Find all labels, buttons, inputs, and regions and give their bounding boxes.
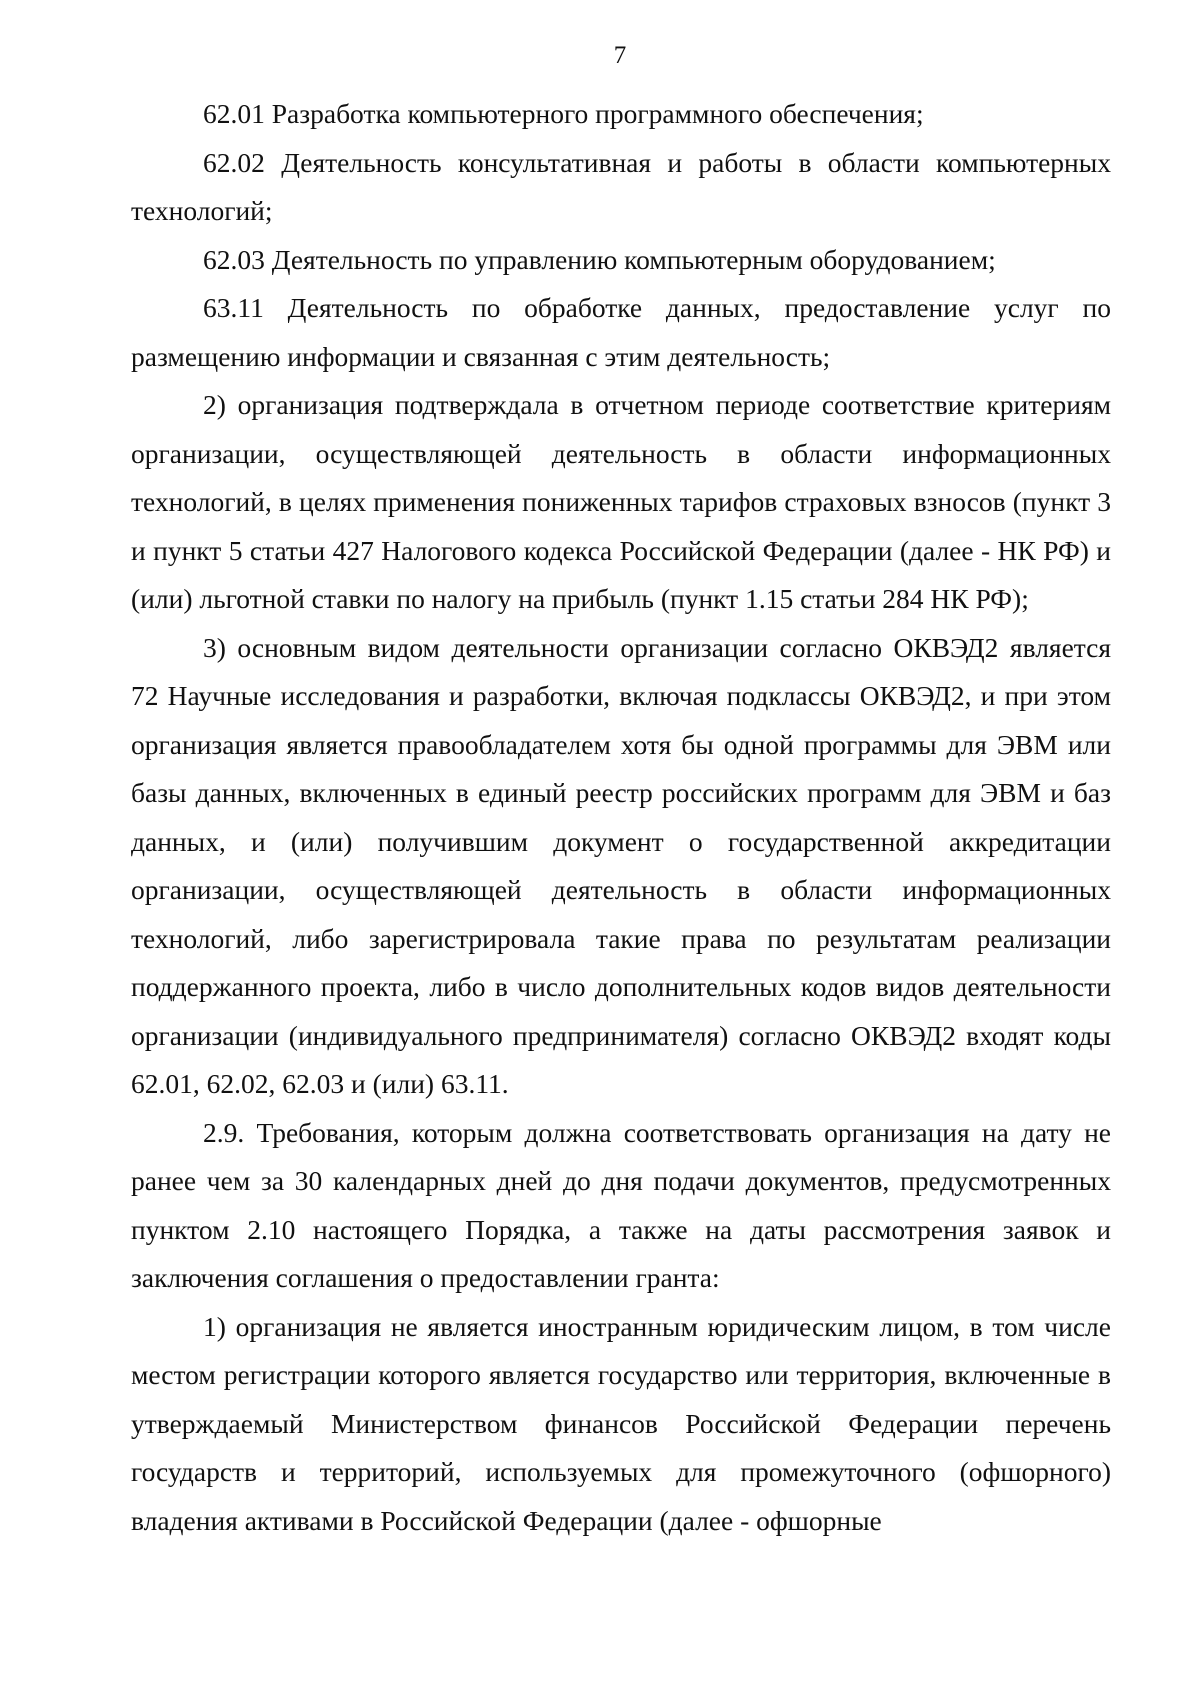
- paragraph-okved-62-03: 62.03 Деятельность по управлению компьютерным оборудованием;: [203, 243, 996, 275]
- paragraph-criterion-2: 2) организация подтверждала в отчетном периоде соответствие критериям организации, осуществляющей деятельность в области информационных технологий, в целях применения пониженных тарифов страховых взносов (пункт 3 и пункт 5 статьи 427 Налогового кодекса Российской Федерации (далее - НК РФ) и (или) льготной ставки по налогу на прибыль (пункт 1.15 статьи 284 НК РФ);: [131, 389, 1111, 614]
- document-body: [131, 90, 1111, 1545]
- paragraph-okved-62-01: 62.01 Разработка компьютерного программного обеспечения;: [203, 98, 924, 129]
- paragraph-okved-62-02: 62.02 Деятельность консультативная и работы в области компьютерных технологий;: [131, 146, 1111, 226]
- paragraph-criterion-3: 3) основным видом деятельности организации согласно ОКВЭД2 является 72 Научные исследования и разработки, включая подклассы ОКВЭД2, и при этом организация является правообладателем хотя бы одной программы для ЭВМ или базы данных, включенных в единый реестр российских программ для ЭВМ и баз данных, и (или) получившим документ о государственной аккредитации организации, осуществляющей деятельность в области информационных технологий, либо зарегистрировала такие права по результатам реализации поддержанного проекта, либо в число дополнительных кодов видов деятельности организации (индивидуального предпринимателя) согласно ОКВЭД2 входят коды 62.01, 62.02, 62.03 и (или) 63.11.: [131, 631, 1111, 1099]
- page-number: 7: [613, 42, 627, 69]
- paragraph-requirement-1: 1) организация не является иностранным юридическим лицом, в том числе местом регистрации которого является государство или территория, включенные в утверждаемый Министерством финансов Российской Федерации перечень государств и территорий, используемых для промежуточного (офшорного) владения активами в Российской Федерации (далее - офшорные: [131, 1310, 1111, 1536]
- paragraph-okved-63-11: 63.11 Деятельность по обработке данных, предоставление услуг по размещению информации и связанная с этим деятельность;: [131, 292, 1111, 372]
- paragraph-section-2-9: 2.9. Требования, которым должна соответствовать организация на дату не ранее чем за 30 календарных дней до дня подачи документов, предусмотренных пунктом 2.10 настоящего Порядка, а также на даты рассмотрения заявок и заключения соглашения о предоставлении гранта:: [131, 1116, 1111, 1293]
